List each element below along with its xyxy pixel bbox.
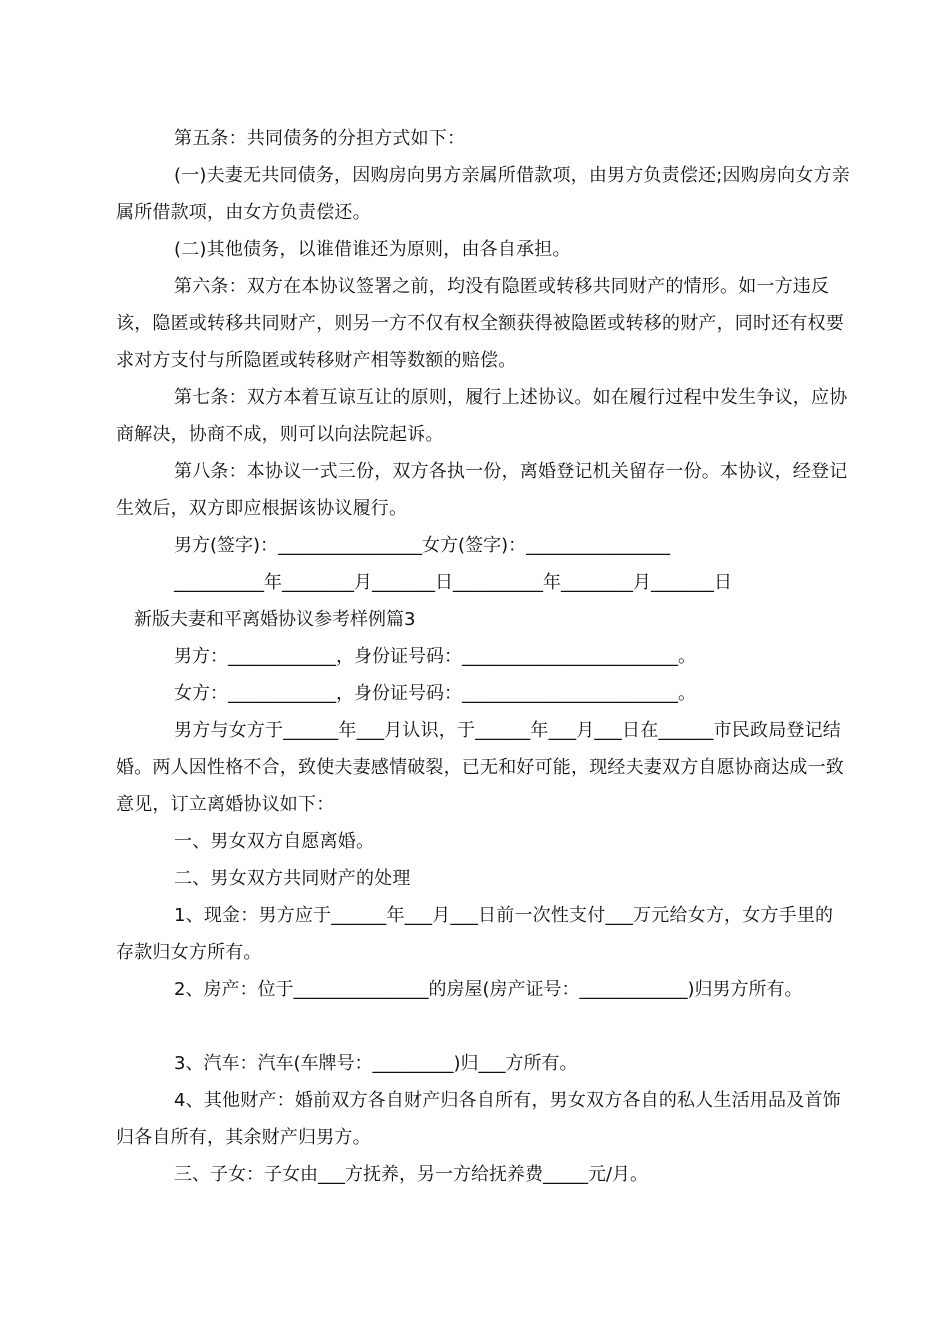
marriage-background: 男方与女方于______年___月认识，于______年___月___日在______市民政局登记结婚。两人因性格不合，致使夫妻感情破裂，已无和好可能，现经夫妻双方自愿协商达成一致意见，订立离婚协议如下： — [116, 720, 844, 815]
clause-2-cash: 1、现金：男方应于______年___月___日前一次性支付___万元给女方，女方手里的存款归女方所有。 — [116, 905, 834, 963]
article-5-item-2: (二)其他债务，以谁借谁还为原则，由各自承担。 — [174, 239, 571, 260]
article-7: 第七条：双方本着互谅互让的原则，履行上述协议。如在履行过程中发生争议，应协商解决，协商不成，则可以向法院起诉。 — [116, 387, 848, 445]
female-party-line: 女方：____________，身份证号码：________________________。 — [174, 683, 696, 704]
clause-1: 一、男女双方自愿离婚。 — [174, 831, 375, 852]
clause-2-other: 4、其他财产：婚前双方各自财产归各自所有，男女双方各自的私人生活用品及首饰归各自所有，其余财产归男方。 — [116, 1090, 841, 1148]
signature-line: 男方(签字)：________________女方(签字)：________________ — [174, 535, 671, 556]
date-line: __________年________月_______日__________年________月_______日 — [174, 572, 732, 593]
article-6: 第六条：双方在本协议签署之前，均没有隐匿或转移共同财产的情形。如一方违反该，隐匿或转移共同财产，则另一方不仅有权全额获得被隐匿或转移的财产，同时还有权要求对方支付与所隐匿或转移财产相等数额的赔偿。 — [116, 276, 844, 371]
clause-2-heading: 二、男女双方共同财产的处理 — [174, 868, 411, 889]
male-party-line: 男方：____________，身份证号码：________________________。 — [174, 646, 696, 667]
article-8: 第八条：本协议一式三份，双方各执一份，离婚登记机关留存一份。本协议，经登记生效后，双方即应根据该协议履行。 — [116, 461, 848, 519]
article-5-heading: 第五条：共同债务的分担方式如下： — [174, 128, 466, 149]
article-5-item-1: (一)夫妻无共同债务，因购房向男方亲属所借款项，由男方负责偿还;因购房向女方亲属所借款项，由女方负责偿还。 — [116, 165, 850, 223]
section-title: 新版夫妻和平离婚协议参考样例篇3 — [134, 609, 416, 630]
clause-2-house: 2、房产：位于_______________的房屋(房产证号：____________)归男方所有。 — [174, 979, 803, 1000]
clause-2-car: 3、汽车：汽车(车牌号：_________)归___方所有。 — [174, 1053, 578, 1074]
clause-3-children: 三、子女：子女由___方抚养，另一方给抚养费_____元/月。 — [174, 1164, 649, 1185]
